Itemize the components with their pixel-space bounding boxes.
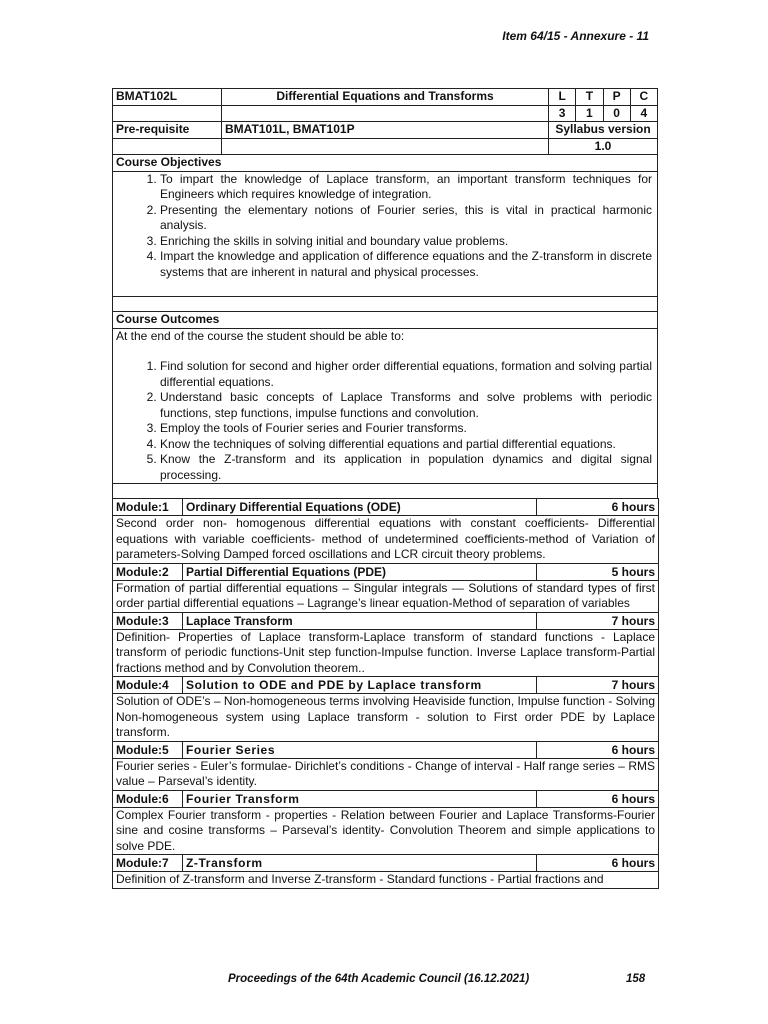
course-header-table <box>112 88 658 155</box>
outcomes-cell <box>113 328 658 484</box>
module-label: Module:6 <box>113 790 183 807</box>
outcomes-list <box>116 359 654 483</box>
footer-proceedings: Proceedings of the 64th Academic Council (16.12.2021) <box>228 973 530 985</box>
objective-item: 4. Impart the knowledge and application of difference equations and the Z-transform in discrete systems that are inherent in natural and physical processes. <box>160 249 654 280</box>
page-number: 158 <box>626 973 646 985</box>
ltpc-value-c: 4 <box>630 105 657 122</box>
module-title: Laplace Transform <box>183 612 537 629</box>
ltpc-label-c: C <box>630 89 657 106</box>
module-hours: 6 hours <box>537 499 659 516</box>
outcomes-intro: At the end of the course the student should be able to: <box>116 328 405 343</box>
ltpc-label-l: L <box>549 89 576 106</box>
empty-cell <box>222 105 549 122</box>
objectives-list-cell <box>113 171 658 297</box>
module-description: Solution of ODE’s – Non-homogeneous terms involving Heaviside function, Impulse function - Solving Non-homogeneous system using Laplace transform - solution to First order PDE by Laplace transform. <box>113 694 659 742</box>
module-title: Partial Differential Equations (PDE) <box>183 563 537 580</box>
syllabus-version-value: 1.0 <box>549 138 658 155</box>
module-hours: 6 hours <box>537 855 659 872</box>
ltpc-label-t: T <box>576 89 603 106</box>
objectives-list <box>116 172 654 281</box>
course-code: BMAT102L <box>113 89 222 106</box>
ltpc-value-t: 1 <box>576 105 603 122</box>
module-label: Module:3 <box>113 612 183 629</box>
module-description: Definition of Z-transform and Inverse Z-transform - Standard functions - Partial fractions and <box>113 872 659 889</box>
outcome-item: 5. Know the Z-transform and its application in population dynamics and digital signal processing. <box>160 452 654 483</box>
objectives-heading: Course Objectives <box>113 155 658 172</box>
module-description: Definition- Properties of Laplace transform-Laplace transform of standard functions - Laplace transform of periodic functions-Unit step function-Impulse function. Inverse Laplace transform-Partial fractions method and by Convolution theorem.. <box>113 629 659 677</box>
objectives-outcomes-table <box>112 154 658 499</box>
module-hours: 6 hours <box>537 741 659 758</box>
ltpc-value-l: 3 <box>549 105 576 122</box>
module-label: Module:4 <box>113 677 183 694</box>
module-label: Module:7 <box>113 855 183 872</box>
modules-table <box>112 498 659 889</box>
prerequisite-label: Pre-requisite <box>113 122 222 139</box>
module-label: Module:2 <box>113 563 183 580</box>
module-hours: 7 hours <box>537 612 659 629</box>
outcome-item: 3. Employ the tools of Fourier series and Fourier transforms. <box>160 421 654 437</box>
module-hours: 6 hours <box>537 790 659 807</box>
module-title: Fourier Series <box>183 741 537 758</box>
syllabus-version-label: Syllabus version <box>549 122 658 139</box>
module-title: Solution to ODE and PDE by Laplace transform <box>183 677 537 694</box>
spacer-row <box>113 484 658 499</box>
outcome-item: 1. Find solution for second and higher order differential equations, formation and solving partial differential equations. <box>160 359 654 390</box>
ltpc-value-p: 0 <box>603 105 630 122</box>
syllabus-document <box>112 88 658 889</box>
module-description: Complex Fourier transform - properties - Relation between Fourier and Laplace Transforms-Fourier sine and cosine transforms – Parseval’s identity- Convolution Theorem and simple applications to solve PDE. <box>113 807 659 855</box>
empty-cell <box>113 138 222 155</box>
module-description: Formation of partial differential equations – Singular integrals — Solutions of standard types of first order partial differential equations – Lagrange’s linear equation-Method of separation of variables <box>113 580 659 612</box>
ltpc-label-p: P <box>603 89 630 106</box>
spacer-row <box>113 297 658 312</box>
outcomes-heading: Course Outcomes <box>113 312 658 329</box>
module-hours: 7 hours <box>537 677 659 694</box>
objective-item: 2. Presenting the elementary notions of Fourier series, this is vital in practical harmonic analysis. <box>160 203 654 234</box>
module-description: Second order non- homogenous differential equations with constant coefficients- Differential equations with variable coefficients- method of undetermined coefficients-method of Variation of parameters-Solving Damped forced oscillations and LCR circuit theory problems. <box>113 516 659 564</box>
module-label: Module:1 <box>113 499 183 516</box>
empty-cell <box>222 138 549 155</box>
objective-item: 3. Enriching the skills in solving initial and boundary value problems. <box>160 234 654 250</box>
empty-cell <box>113 105 222 122</box>
prerequisite-value: BMAT101L, BMAT101P <box>222 122 549 139</box>
module-title: Fourier Transform <box>183 790 537 807</box>
module-description: Fourier series - Euler’s formulae- Dirichlet’s conditions - Change of interval - Half range series – RMS value – Parseval’s identity. <box>113 758 659 790</box>
objective-item: 1. To impart the knowledge of Laplace transform, an important transform techniques for Engineers which requires knowledge of integration. <box>160 172 654 203</box>
outcome-item: 2. Understand basic concepts of Laplace Transforms and solve problems with periodic functions, step functions, impulse functions and convolution. <box>160 390 654 421</box>
module-hours: 5 hours <box>537 563 659 580</box>
outcome-item: 4. Know the techniques of solving differential equations and partial differential equations. <box>160 437 654 453</box>
annexure-header: Item 64/15 - Annexure - 11 <box>502 29 649 43</box>
course-title: Differential Equations and Transforms <box>222 89 549 106</box>
module-title: Z-Transform <box>183 855 537 872</box>
module-title: Ordinary Differential Equations (ODE) <box>183 499 537 516</box>
module-label: Module:5 <box>113 741 183 758</box>
